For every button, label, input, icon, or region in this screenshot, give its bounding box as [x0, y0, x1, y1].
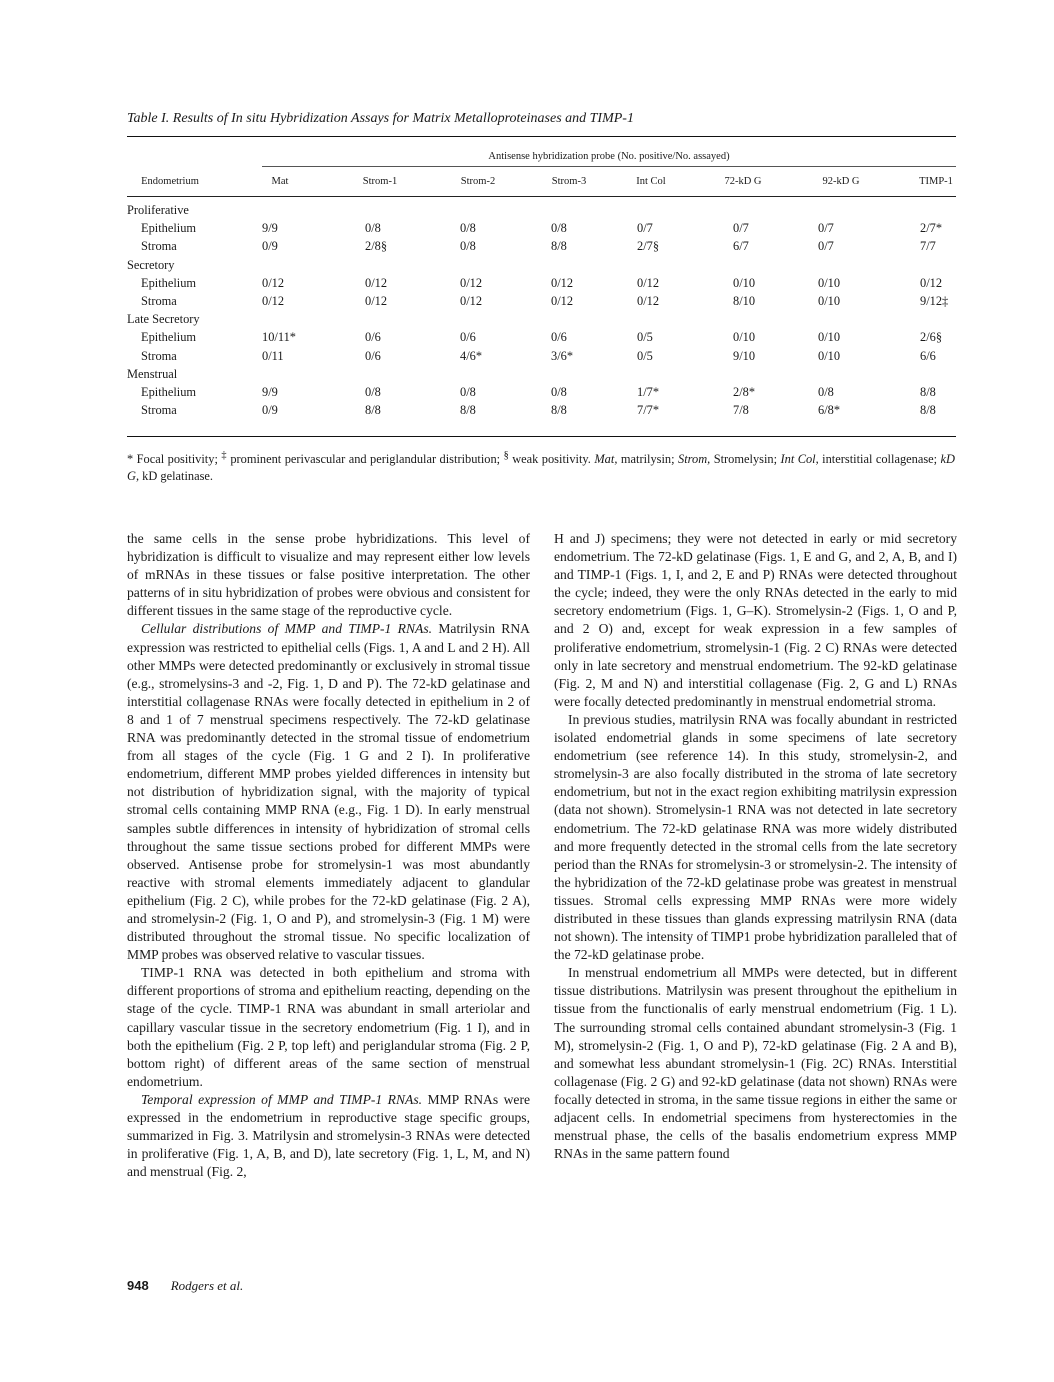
col-header-mat: Mat: [271, 176, 289, 187]
table-cell: 9/9: [262, 385, 278, 399]
table-cell: 0/12: [551, 294, 574, 308]
table-cell: 9/9: [262, 221, 278, 236]
page-number: 948: [127, 1278, 149, 1293]
footnote-def-strom: Stromelysin;: [710, 452, 781, 467]
left-paragraph-3: TIMP-1 RNA was detected in both epithelium and stroma with different proportions of stroma and epithelium reacting, depending on the stage of the cycle. TIMP-1 RNA was abundant in small arteriolar and capillary vascular tissue in the secretory endometrium (Fig. 1 I), and in both the epithelium (Fig. 2 P, top left) and periglandular stroma (Fig. 2 P, bottom right) of different areas of the same section of menstrual endometrium.: [127, 965, 530, 1089]
table-cell: 0/6: [365, 330, 381, 345]
table-cell: 0/12: [637, 294, 660, 308]
table-footnote: [127, 447, 955, 485]
table-cell: 0/12: [365, 294, 388, 308]
table-cell: 0/8: [818, 385, 834, 399]
table-row-label: Stroma: [141, 348, 177, 363]
table-cell: 2/8*: [733, 385, 756, 399]
table-cell: 10/11*: [262, 330, 296, 345]
table-cell: 6/7: [733, 239, 749, 254]
table-row-label: Stroma: [141, 239, 177, 254]
table-group-label: Secretory: [127, 257, 175, 272]
table-cell: 2/6§: [920, 330, 943, 345]
right-paragraph-1: H and J) specimens; they were not detected in early or mid secretory endometrium. The 72-kD gelatinase (Figs. 1, E and G, and 2, A, B, and I) and TIMP-1 (Figs. 1, I, and 2, E and P) RNAs were detected throughout the cycle; indeed, they were the only RNAs detected in the early to mid secretory endometrium (Figs. 1, G–K). Stromelysin-2 (Figs. 1, O and P, and 2 O) and, except for weak expression in a few samples of proliferative endometrium, stromelysin-1 (Fig. 2 C) RNAs were detected only in late secretory and menstrual endometrium. The 92-kD gelatinase (Fig. 2, M and N) and interstitial collagenase (Fig. 2, G and L) RNAs were focally detected predominantly in menstrual endometrial stroma.: [554, 531, 957, 709]
col-header-72kd-g: 72-kD G: [724, 176, 762, 187]
table-cell: 0/8: [551, 221, 567, 236]
table-cell: 0/7: [818, 239, 834, 254]
running-author: Rodgers et al.: [170, 1278, 244, 1293]
table-cell: 0/5: [637, 348, 653, 363]
table-cell: 8/8: [920, 385, 936, 399]
table-cell: 4/6*: [460, 348, 483, 363]
footnote-abbr-mat: Mat,: [594, 452, 618, 467]
footnote-focal: * Focal positivity;: [127, 452, 222, 467]
table-cell: 0/9: [262, 403, 278, 418]
table-cell: 0/7: [637, 221, 653, 236]
footnote-abbr-intcol: Int Col,: [780, 452, 819, 467]
col-header-strom-2: Strom-2: [460, 176, 496, 187]
table-cell: 0/10: [733, 275, 756, 290]
table-cell: 9/12‡: [920, 294, 949, 308]
table-group-label: Proliferative: [127, 203, 189, 217]
section-heading-cellular: Cellular distributions of MMP and TIMP-1 RNAs.: [141, 621, 433, 637]
probe-header-rule: [262, 166, 956, 167]
col-header-92kd-g: 92-kD G: [822, 176, 860, 187]
table-cell: 0/10: [818, 348, 841, 363]
table-cell: 0/6: [365, 348, 381, 363]
table-cell: 0/12: [262, 275, 285, 290]
footnote-def-mat: matrilysin;: [617, 452, 679, 467]
table-cell: 0/10: [733, 330, 756, 345]
probe-header: Antisense hybridization probe (No. positive/No. assayed): [488, 151, 730, 162]
table-row-label: Epithelium: [141, 221, 197, 236]
table-cell: 0/8: [365, 385, 381, 399]
table-cell: 0/6: [460, 330, 476, 345]
table-row-label: Epithelium: [141, 385, 197, 399]
section-heading-temporal: Temporal expression of MMP and TIMP-1 RNAs.: [141, 1091, 423, 1107]
right-paragraph-2: In previous studies, matrilysin RNA was focally abundant in restricted isolated endometrial glands in some specimens of late secretory endometrium (see reference 14). In this study, stromelysin-2, and stromelysin-3 are also focally distributed in the stroma of late secretory endometrium, but not in the exact region exhibiting matrilysin expression (data not shown). Stromelysin-1 RNA was not detected in late secretory endometrium. The 72-kD gelatinase RNA was more widely distributed and more frequently detected in the stromal cells from the late secretory period than the RNAs for stromelysin-3 or stromelysin-2. The intensity of the hybridization of the 72-kD gelatinase probe was greatest in menstrual tissues. Stromal cells expressing MMP RNAs were more widely distributed in these tissues than glands expressing matrilysin RNA (data not shown). The intensity of TIMP1 probe hybridization paralleled that of the 72-kD gelatinase probe.: [554, 711, 957, 963]
col-header-strom-3: Strom-3: [551, 176, 587, 187]
page-footer: [127, 1278, 243, 1294]
table-cell: 0/7: [818, 221, 834, 236]
table-cell: 0/12: [262, 294, 285, 308]
col-header-endometrium: Endometrium: [141, 176, 199, 187]
table-cell: 2/8§: [365, 239, 388, 254]
table-cell: 0/12: [460, 275, 483, 290]
table-cell: 0/10: [818, 330, 841, 345]
table-cell: 7/7*: [637, 403, 660, 418]
table-cell: 8/8: [460, 403, 476, 418]
footnote-abbr-strom: Strom,: [678, 452, 711, 467]
table-group-label: Late Secretory: [127, 312, 200, 327]
table-cell: 6/6: [920, 348, 936, 363]
table-cell: 9/10: [733, 348, 756, 363]
footnote-weak: weak positivity.: [508, 452, 595, 467]
table-row-label: Epithelium: [141, 275, 197, 290]
table-cell: 7/7: [920, 239, 936, 254]
right-paragraph-3: In menstrual endometrium all MMPs were detected, but in different tissue distributions. Matrilysin was present throughout the epithelium in tissue from the functionalis of early menstrual endometrium (Fig. 1 L). The surrounding stromal cells contained abundant stromelysin-3 (Fig. 1 M), stromelysin-2 (Fig. 1, O and P), 72-kD gelatinase (Fig. 2 A and B), and somewhat less abundant stromelysin-1 (Fig. 2C) RNAs. Interstitial collagenase (Fig. 2 G) and 92-kD gelatinase (data not shown) RNAs were focally detected in stroma, in the same tissue regions in either the same or adjacent cells. In endometrial specimens from hysterectomies in the menstrual phase, the cells of the basalis endometrium express MMP RNAs in the same pattern found: [554, 965, 957, 1162]
table-cell: 0/12: [637, 275, 660, 290]
table-cell: 0/8: [460, 239, 476, 254]
table-cell: 0/11: [262, 348, 284, 363]
table-cell: 0/8: [460, 385, 476, 399]
footnote-def-kdg: kD gelatinase.: [139, 469, 214, 484]
table-cell: 1/7*: [637, 385, 660, 399]
table-cell: 8/8: [920, 403, 936, 418]
table-top-rule: [127, 136, 956, 137]
table-cell: 0/8: [460, 221, 476, 236]
table-cell: 8/8: [551, 403, 567, 418]
table-cell: 0/7: [733, 221, 749, 236]
table-row-label: Epithelium: [141, 330, 197, 345]
table-cell: 0/8: [365, 221, 381, 236]
table-cell: 0/5: [637, 330, 653, 345]
table-cell: 0/12: [460, 294, 483, 308]
footnote-double-dagger: ‡: [221, 450, 227, 461]
table-row-label: Stroma: [141, 294, 177, 308]
footnote-abbr-kdg: kD G,: [127, 452, 955, 484]
table-cell: 0/12: [365, 275, 388, 290]
header-bottom-rule: [127, 196, 956, 197]
table-cell: 0/10: [818, 275, 841, 290]
table-cell: 8/8: [365, 403, 381, 418]
table-cell: 8/10: [733, 294, 756, 308]
table-cell: 0/6: [551, 330, 567, 345]
col-header-timp-1: TIMP-1: [919, 176, 953, 187]
footnote-section-sign: §: [503, 450, 509, 461]
left-paragraph-2-text: Matrilysin RNA expression was restricted to epithelial cells (Figs. 1, A and L and 2 H). All other MMPs were detected predominantly or exclusively in stromal tissue (e.g., stromelysins-3 and -2, Fig. 1, D and P). The 72-kD gelatinase and interstitial collagenase RNAs were focally detected in epithelium in 2 of 8 and 1 of 7 menstrual specimens respectively. The 72-kD gelatinase RNA was predominantly detected in the stromal tissue of endometrium from all stages of the cycle (Fig. 1 G and 2 I). In proliferative endometrium, different MMP probes yielded differences in intensity but not distribution of hybridization signal, with the majority of typical stromal cells containing MMP RNA (e.g., Fig. 1 D). In early menstrual samples subtle differences in intensity of hybridization of stromal cells throughout the same tissue sections probed for different MMPs were observed. Antisense probe for stromelysin-1 was most abundantly reactive with stromal elements immediately adjacent to glandular epithelium (Fig. 2 C), while probes for the 72-kD gelatinase (Fig. 2 A), and stromelysin-2 (Fig. 1, O and P), and stromelysin-3 (Fig. 1 M) were distributed throughout the stromal tissue. No specific localization of MMP probes was observed relative to vascular tissues.: [127, 621, 531, 963]
table-caption: Table I. Results of In situ Hybridization Assays for Matrix Metalloproteinases and TIMP-1: [127, 111, 634, 126]
col-header-int-col: Int Col: [636, 176, 666, 187]
table-cell: 2/7§: [637, 239, 660, 254]
left-text-column: [127, 530, 530, 1181]
table-group-label: Menstrual: [127, 366, 178, 381]
table-cell: 3/6*: [551, 348, 574, 363]
table-cell: 8/8: [551, 239, 567, 254]
table-row-label: Stroma: [141, 403, 177, 418]
table-cell: 0/12: [551, 275, 574, 290]
table-cell: 0/9: [262, 239, 278, 254]
left-paragraph-4-text: MMP RNAs were expressed in the endometrium in reproductive stage specific groups, summarized in Fig. 3. Matrilysin and stromelysin-3 RNAs were detected in proliferative (Fig. 1, A, B, and D), late secretory (Fig. 1, L, M, and N) and menstrual (Fig. 2,: [127, 1091, 531, 1180]
table-cell: 6/8*: [818, 403, 841, 418]
table-cell: 0/10: [818, 294, 841, 308]
left-paragraph-2: [127, 620, 530, 964]
table-bottom-rule: [127, 436, 956, 437]
footnote-perivascular: prominent perivascular and periglandular distribution;: [226, 452, 504, 467]
table-cell: 7/8: [733, 403, 749, 418]
left-paragraph-4: [127, 1091, 530, 1181]
col-header-strom-1: Strom-1: [362, 176, 398, 187]
footnote-def-intcol: interstitial collagenase;: [818, 452, 941, 467]
table-cell: 2/7*: [920, 221, 943, 236]
left-paragraph-1: the same cells in the sense probe hybridizations. This level of hybridization is difficult to visualize and may represent either low levels of mRNAs in these tissues or false positive interpretation. The other patterns of in situ hybridization of probes were obvious and consistent for different tissues in the same stage of the reproductive cycle.: [127, 531, 530, 619]
table-cell: 0/8: [551, 385, 567, 399]
table-cell: 0/12: [920, 275, 943, 290]
right-text-column: [554, 530, 957, 1163]
